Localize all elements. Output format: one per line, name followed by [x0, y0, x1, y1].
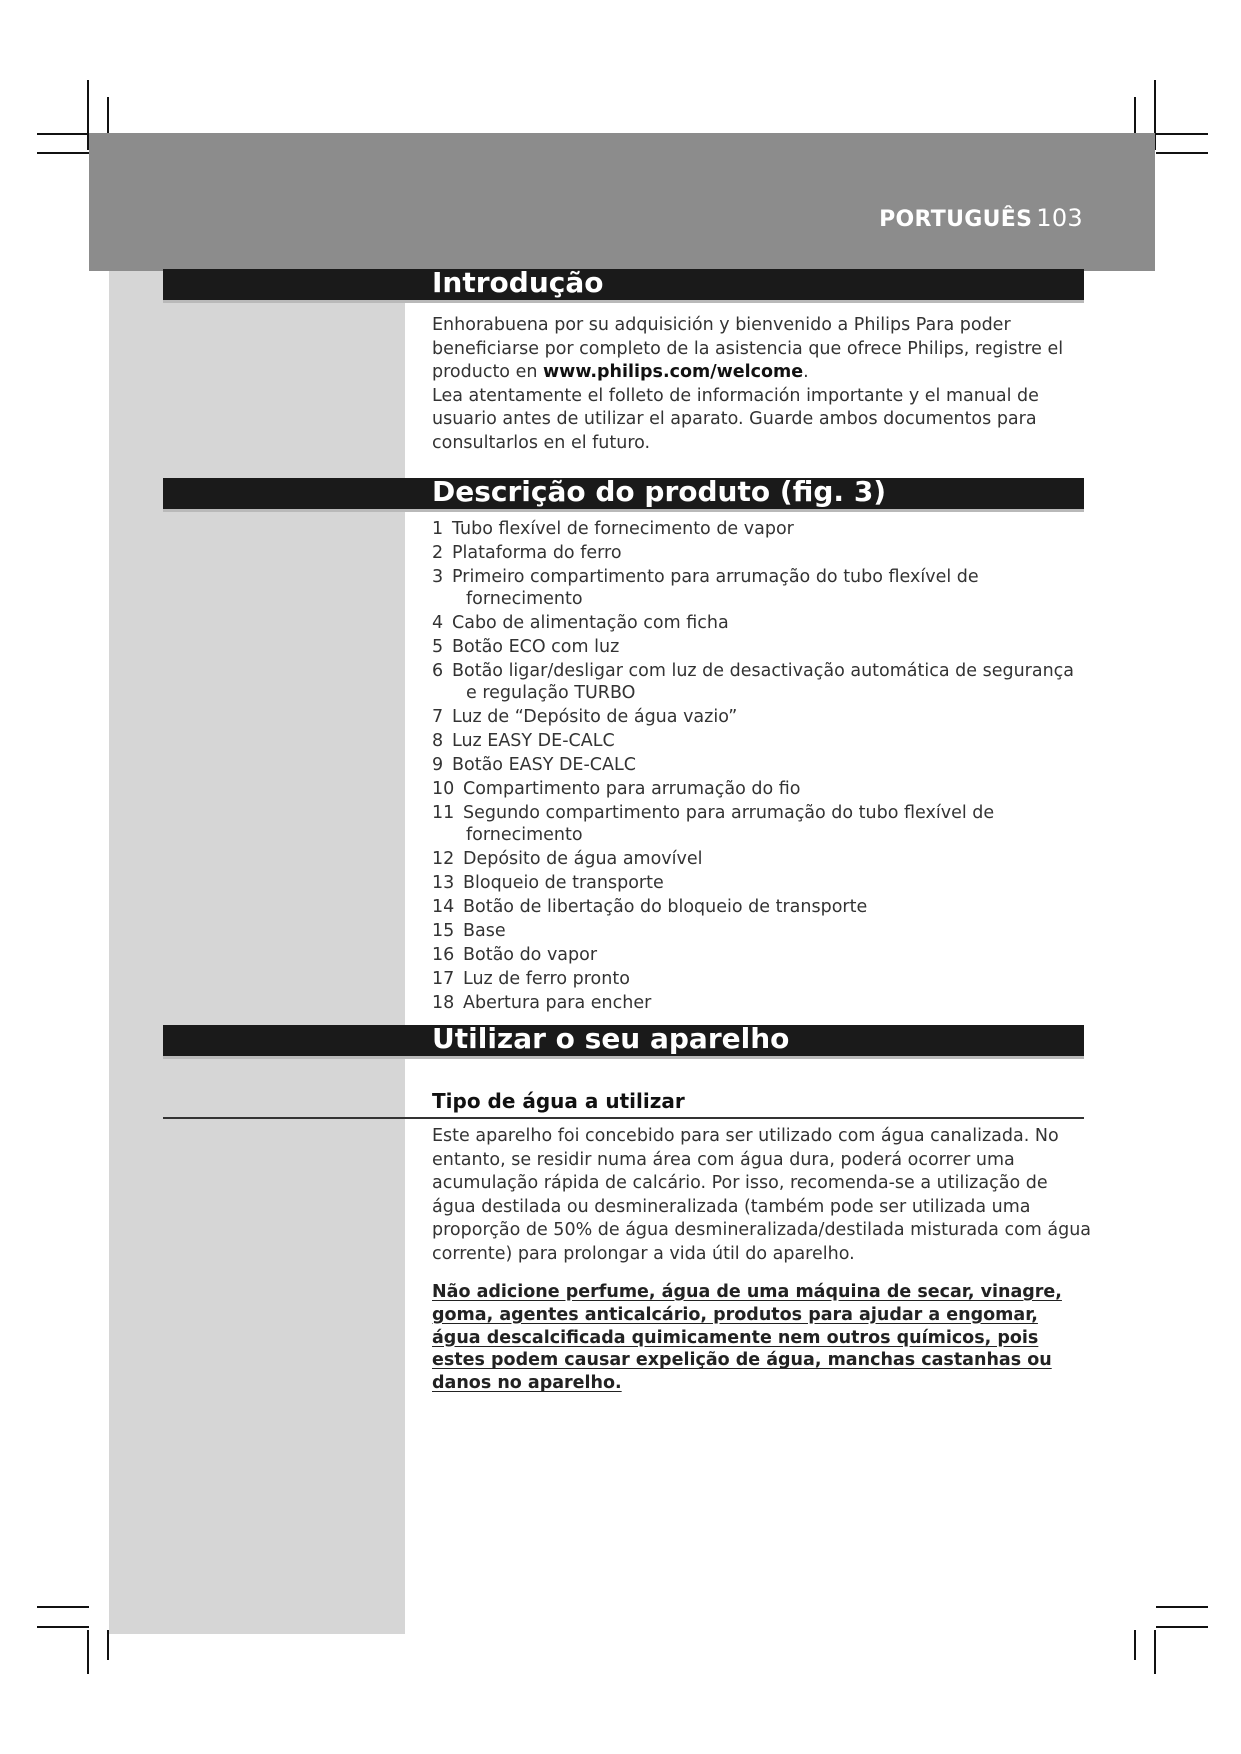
product-parts-list [432, 518, 1092, 1016]
header-band [89, 133, 1155, 271]
list-item [432, 542, 1092, 564]
page-header [879, 204, 1083, 232]
intro-paragraph-2: Lea atentamente el folleto de información importante y el manual de usuario antes de utilizar el aparato. Guarde ambos documentos para consultarlos en el futuro. [432, 385, 1039, 453]
crop-mark [1156, 1606, 1208, 1608]
registration-link[interactable]: www.philips.com/welcome [543, 362, 804, 382]
crop-mark [1134, 97, 1136, 135]
list-item-text: Botão ligar/desligar com luz de desactivação automática de segurança [452, 661, 1075, 681]
list-item [432, 920, 1092, 942]
section-title-intro: Introdução [432, 266, 604, 299]
list-item [432, 992, 1092, 1014]
list-item-number: 3 [432, 567, 444, 587]
crop-mark [1156, 152, 1208, 154]
list-item [432, 872, 1092, 894]
list-item-text: Luz EASY DE-CALC [452, 731, 615, 751]
list-item-text: Base [463, 921, 506, 941]
crop-mark [107, 97, 109, 135]
list-item [432, 566, 1092, 610]
list-item-text: Tubo flexível de fornecimento de vapor [452, 519, 794, 539]
list-item-text: Cabo de alimentação com ficha [452, 613, 729, 633]
list-item-text: Botão ECO com luz [452, 637, 620, 657]
intro-text: Enhorabuena por su adquisición y bienvenido a Philips Para poder beneficiarse por completo de la asistencia que ofrece Philips, registre el producto en [432, 315, 1064, 382]
crop-mark [1134, 1630, 1136, 1660]
list-item-text: Luz de ferro pronto [463, 969, 630, 989]
list-item [432, 802, 1092, 846]
subheading-water-type: Tipo de água a utilizar [432, 1089, 685, 1113]
list-item-text: Plataforma do ferro [452, 543, 622, 563]
intro-paragraph-1 [432, 314, 1092, 385]
crop-mark [37, 1606, 89, 1608]
page-number: 103 [1036, 204, 1083, 232]
list-item-number: 6 [432, 661, 444, 681]
usage-body: Este aparelho foi concebido para ser utilizado com água canalizada. No entanto, se residir numa área com água dura, poderá ocorrer uma acumulação rápida de calcário. Por isso, recomenda-se a utilização de água destilada ou desmineralizada (também pode ser utilizada uma proporção de 50% de água desmineralizada/destilada misturada com água corrente) para prolongar a vida útil do aparelho. [432, 1126, 1092, 1264]
crop-mark [37, 133, 89, 135]
list-item-number: 5 [432, 637, 444, 657]
list-item [432, 660, 1092, 704]
list-item-text: Botão do vapor [463, 945, 598, 965]
list-item-continuation: e regulação TURBO [466, 683, 636, 703]
crop-mark [37, 152, 89, 154]
list-item [432, 944, 1092, 966]
list-item-continuation: fornecimento [466, 589, 583, 609]
list-item-number: 8 [432, 731, 444, 751]
list-item-text: Abertura para encher [463, 993, 652, 1013]
usage-warning: Não adicione perfume, água de uma máquina de secar, vinagre, goma, agentes anticalcário, produtos para ajudar a engomar, água descalcificada quimicamente nem outros químicos, pois estes podem causar expelição de água, manchas castanhas ou danos no aparelho. [432, 1282, 1062, 1394]
sidebar-panel [109, 271, 405, 1634]
list-item [432, 518, 1092, 540]
header-language: PORTUGUÊS [879, 207, 1033, 232]
crop-mark [37, 1626, 89, 1628]
subheading-rule [163, 1117, 1084, 1119]
list-item [432, 754, 1092, 776]
crop-mark [107, 1630, 109, 1660]
list-item-number: 14 [432, 897, 455, 917]
list-item-number: 2 [432, 543, 444, 563]
list-item-number: 18 [432, 993, 455, 1013]
list-item [432, 848, 1092, 870]
list-item-number: 4 [432, 613, 444, 633]
section-title-description: Descrição do produto (fig. 3) [432, 475, 887, 508]
crop-mark [1156, 1626, 1208, 1628]
list-item-text: Depósito de água amovível [463, 849, 703, 869]
list-item [432, 636, 1092, 658]
crop-mark [1156, 133, 1208, 135]
list-item-text: Compartimento para arrumação do fio [463, 779, 801, 799]
list-item-text: Segundo compartimento para arrumação do tubo flexível de [463, 803, 995, 823]
section-title-usage: Utilizar o seu aparelho [432, 1022, 790, 1055]
list-item-number: 15 [432, 921, 455, 941]
intro-body [432, 314, 1092, 455]
list-item [432, 896, 1092, 918]
list-item-text: Botão EASY DE-CALC [452, 755, 636, 775]
section-bar-intro [163, 269, 1084, 303]
list-item-text: Luz de “Depósito de água vazio” [452, 707, 738, 727]
list-item [432, 730, 1092, 752]
list-item-text: Botão de libertação do bloqueio de transporte [463, 897, 868, 917]
list-item-number: 1 [432, 519, 444, 539]
list-item-text: Bloqueio de transporte [463, 873, 664, 893]
list-item-number: 13 [432, 873, 455, 893]
list-item-number: 7 [432, 707, 444, 727]
list-item [432, 706, 1092, 728]
list-item-number: 12 [432, 849, 455, 869]
list-item-continuation: fornecimento [466, 825, 583, 845]
list-item-number: 16 [432, 945, 455, 965]
crop-mark [87, 1630, 89, 1674]
list-item-number: 17 [432, 969, 455, 989]
list-item-number: 9 [432, 755, 444, 775]
crop-mark [1154, 1630, 1156, 1674]
list-item-number: 10 [432, 779, 455, 799]
intro-text-end: . [803, 362, 809, 382]
list-item [432, 612, 1092, 634]
list-item [432, 968, 1092, 990]
list-item-text: Primeiro compartimento para arrumação do tubo flexível de [452, 567, 979, 587]
list-item [432, 778, 1092, 800]
list-item-number: 11 [432, 803, 455, 823]
